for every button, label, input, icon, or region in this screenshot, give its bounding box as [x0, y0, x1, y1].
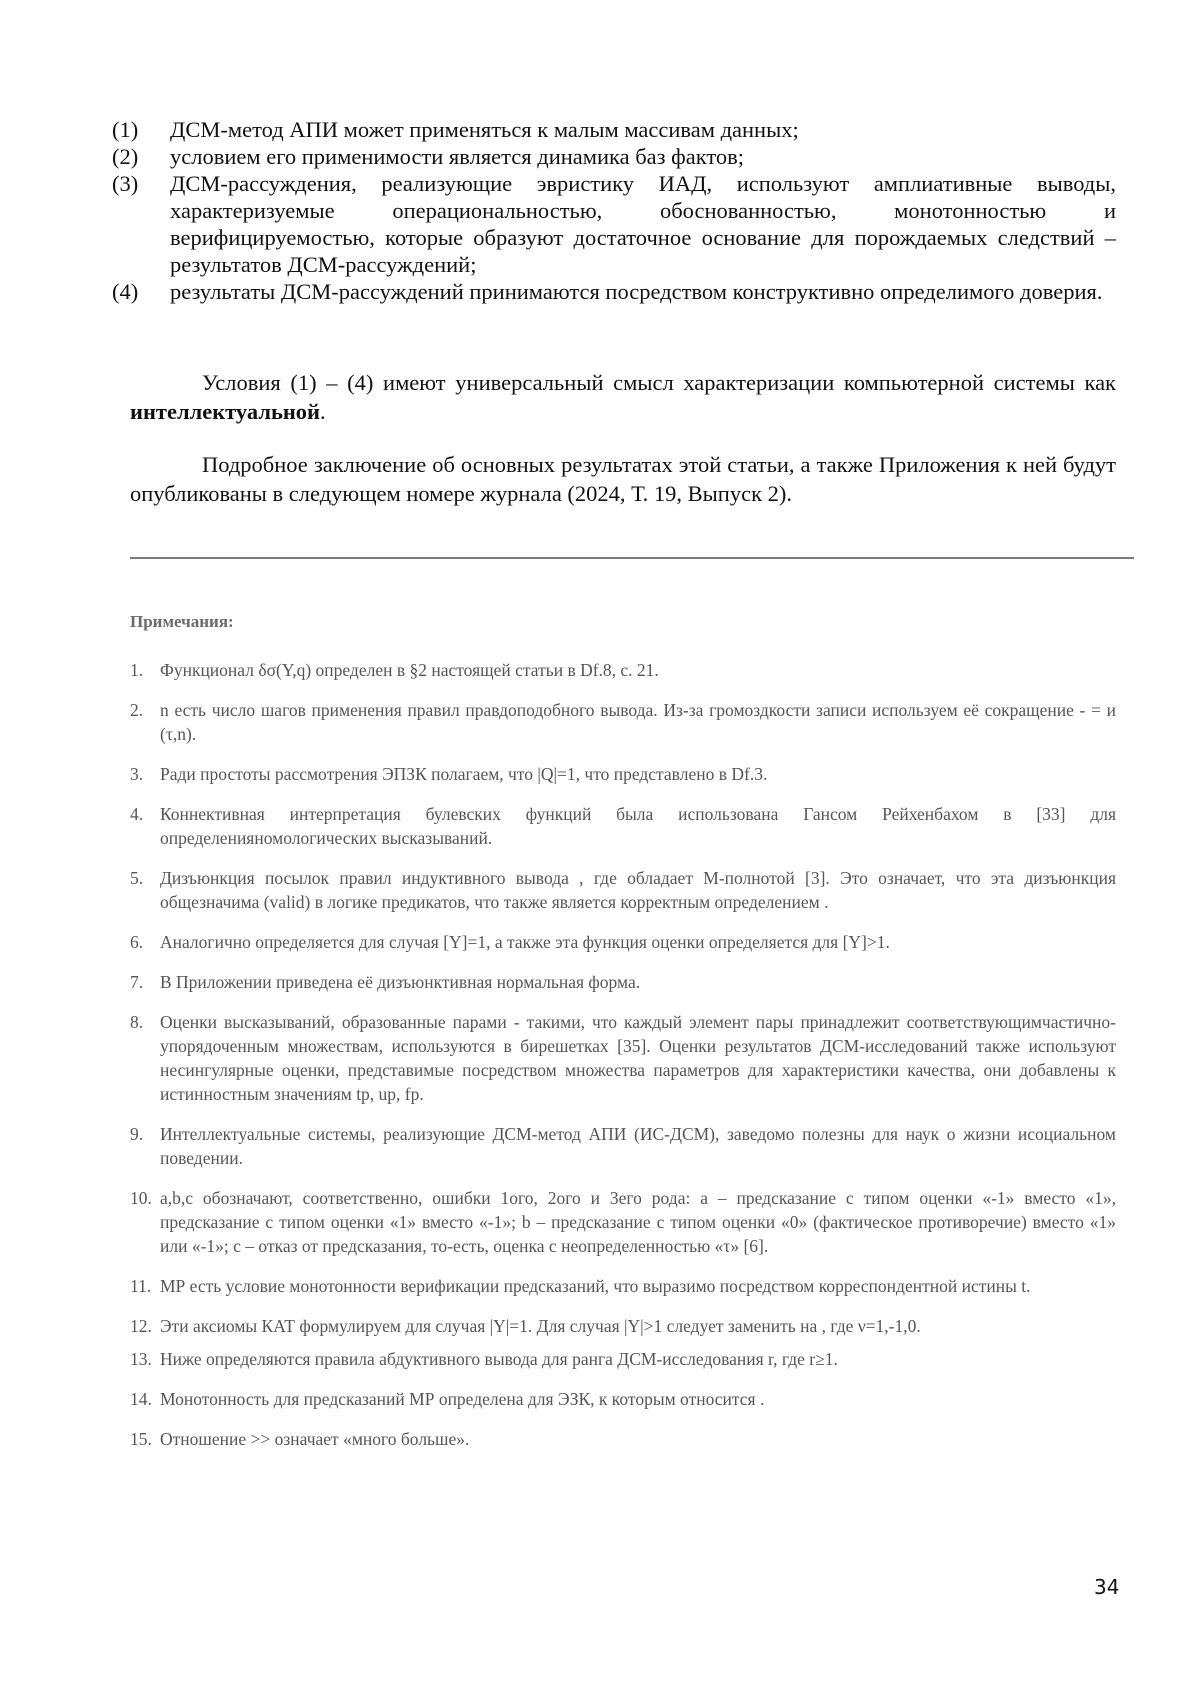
- note-number: 5.: [130, 868, 144, 888]
- section-divider: [130, 557, 1134, 559]
- note-item: [130, 1274, 1116, 1298]
- condition-number: (2): [112, 144, 139, 169]
- note-number: 1.: [130, 660, 144, 680]
- note-item: [130, 1314, 1116, 1338]
- conditions-list: [112, 116, 1116, 305]
- note-number: 13.: [130, 1349, 152, 1369]
- note-item: [130, 1347, 1116, 1371]
- note-item: [130, 970, 1116, 994]
- condition-text: ДСМ-рассуждения, реализующие эвристику ИАД, используют амплиативные выводы, характеризуемые операциональностью, обоснованностью, монотонностью и верифицируемостью, которые образуют достаточное основание для порождаемых следствий – результатов ДСМ-рассуждений;: [170, 171, 1116, 277]
- note-number: 8.: [130, 1012, 144, 1032]
- condition-item: [112, 278, 1116, 305]
- note-text: В Приложении приведена её дизъюнктивная нормальная форма.: [160, 972, 641, 992]
- condition-number: (3): [112, 171, 139, 196]
- note-number: 6.: [130, 932, 144, 952]
- note-text: Функционал δσ(Y,q) определен в §2 настоящей статьи в Df.8, с. 21.: [160, 660, 659, 680]
- note-text: Отношение >> означает «много больше».: [160, 1429, 470, 1449]
- condition-number: (4): [112, 279, 139, 304]
- note-text: Аналогично определяется для случая [Y]=1, а также эта функция оценки определяется для [Y]>1.: [160, 932, 890, 952]
- note-item: [130, 1122, 1116, 1170]
- note-number: 10.: [130, 1188, 152, 1208]
- condition-item: [112, 170, 1116, 278]
- condition-text: результаты ДСМ-рассуждений принимаются посредством конструктивно определимого доверия.: [170, 279, 1103, 304]
- note-text: Интеллектуальные системы, реализующие ДСМ-метод АПИ (ИС-ДСМ), заведомо полезны для наук о жизни исоциальном поведении.: [160, 1124, 1116, 1168]
- condition-item: [112, 143, 1116, 170]
- note-number: 11.: [130, 1276, 152, 1296]
- note-item: [130, 802, 1116, 850]
- note-text: a,b,c обозначают, соответственно, ошибки 1ого, 2ого и 3его рода: a – предсказание с типом оценки «-1» вместо «1», предсказание с типом оценки «1» вместо «-1»; b – предсказание с типом оценки «0» (фактическое противоречие) вместо «1» или «-1»; c – отказ от предсказания, то-есть, оценка с неопределенностью «τ» [6].: [160, 1188, 1116, 1256]
- note-number: 15.: [130, 1429, 152, 1449]
- conclusion-end: .: [320, 399, 326, 424]
- note-item: [130, 930, 1116, 954]
- note-text: Эти аксиомы КАТ формулируем для случая |Y|=1. Для случая |Y|>1 следует заменить на , где ν=1,-1,0.: [160, 1316, 921, 1336]
- note-item: [130, 658, 1116, 682]
- note-number: 4.: [130, 804, 144, 824]
- condition-item: [112, 116, 1116, 143]
- conclusion-bold-term: интеллектуальной: [130, 399, 321, 424]
- page-number: 34: [1094, 1575, 1120, 1599]
- note-text: n есть число шагов применения правил правдоподобного вывода. Из-за громоздкости записи используем её сокращение - = и (τ,n).: [160, 700, 1116, 744]
- note-number: 14.: [130, 1389, 152, 1409]
- note-item: [130, 866, 1116, 914]
- note-text: Дизъюнкция посылок правил индуктивного вывода , где обладает М-полнотой [3]. Это означает, что эта дизъюнкция общезначима (valid) в логике предикатов, что также является корректным определением .: [160, 868, 1116, 912]
- note-item: [130, 762, 1116, 786]
- note-item: [130, 698, 1116, 746]
- condition-number: (1): [112, 117, 139, 142]
- note-text: Коннективная интерпретация булевских функций была использована Гансом Рейхенбахом в [33] для определенияномологических высказываний.: [160, 804, 1116, 848]
- note-number: 7.: [130, 972, 144, 992]
- note-text: Оценки высказываний, образованные парами - такими, что каждый элемент пары принадлежит соответствующимчастично-упорядоченным множествам, используются в бирешетках [35]. Оценки результатов ДСМ-исследований также используют несингулярные оценки, представимые посредством множества параметров для характеристики качества, они добавлены к истинностным значениям tp, up, fp.: [160, 1012, 1116, 1104]
- note-item: [130, 1010, 1116, 1106]
- note-text: МР есть условие монотонности верификации предсказаний, что выразимо посредством корреспондентной истины t.: [160, 1276, 1031, 1296]
- note-number: 3.: [130, 764, 144, 784]
- conclusion-paragraph: [130, 368, 1116, 426]
- note-text: Ниже определяются правила абдуктивного вывода для ранга ДСМ-исследования r, где r≥1.: [160, 1349, 838, 1369]
- note-text: Монотонность для предсказаний МР определена для ЭЗК, к которым относится .: [160, 1389, 765, 1409]
- publication-paragraph: Подробное заключение об основных результатах этой статьи, а также Приложения к ней будут опубликованы в следующем номере журнала (2024, Т. 19, Выпуск 2).: [130, 452, 1116, 506]
- note-item: [130, 1387, 1116, 1411]
- note-number: 12.: [130, 1316, 152, 1336]
- condition-text: ДСМ-метод АПИ может применяться к малым массивам данных;: [170, 117, 799, 142]
- notes-list: [130, 658, 1116, 1467]
- note-number: 2.: [130, 700, 144, 720]
- note-item: [130, 1186, 1116, 1258]
- notes-heading: Примечания:: [130, 612, 234, 631]
- note-item: [130, 1427, 1116, 1451]
- note-number: 9.: [130, 1124, 144, 1144]
- condition-text: условием его применимости является динамика баз фактов;: [170, 144, 745, 169]
- note-text: Ради простоты рассмотрения ЭПЗК полагаем, что |Q|=1, что представлено в Df.3.: [160, 764, 768, 784]
- conclusion-text: Условия (1) – (4) имеют универсальный смысл характеризации компьютерной системы как: [202, 370, 1116, 395]
